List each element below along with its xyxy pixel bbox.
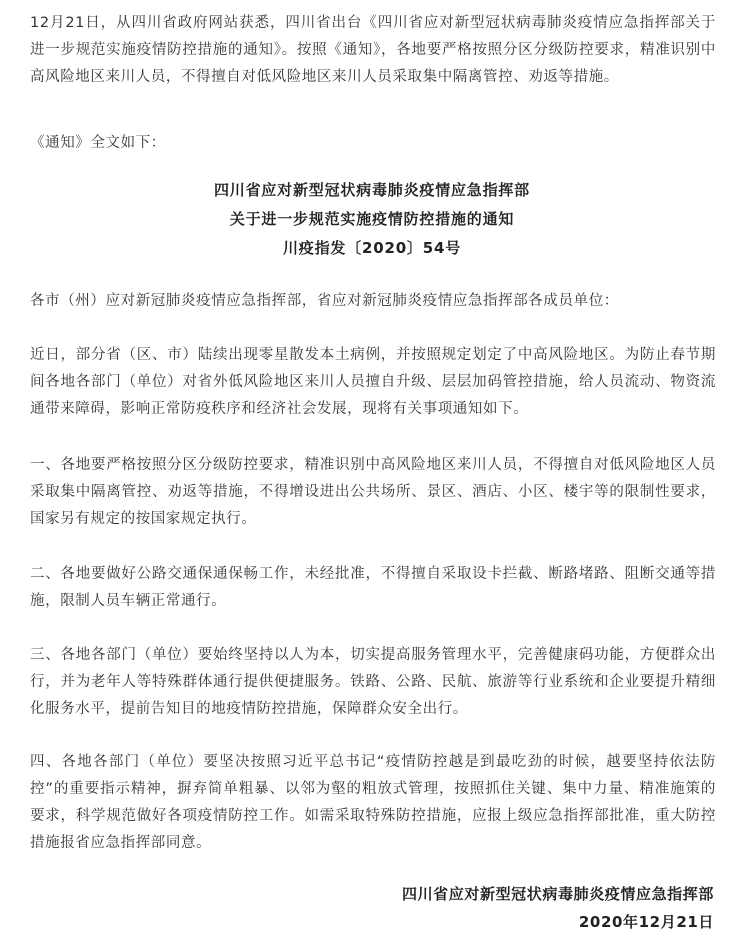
signature-block xyxy=(402,880,714,936)
signature-org: 四川省应对新型冠状病毒肺炎疫情应急指挥部 xyxy=(401,885,714,903)
item-two: 二、各地要做好公路交通保通保畅工作，未经批准，不得擅自采取设卡拦截、断路堵路、阻断交通等措施，限制人员车辆正常通行。 xyxy=(30,566,716,609)
salutation: 各市（州）应对新冠肺炎疫情应急指挥部，省应对新冠肺炎疫情应急指挥部各成员单位： xyxy=(30,293,619,309)
item-four: 四、各地各部门（单位）要坚决按照习近平总书记“疫情防控越是到最吃劲的时候，越要坚持依法防控”的重要指示精神，摒弃简单粗暴、以邻为壑的粗放式管理，按照抓住关键、集中力量、精准施策的要求，科学规范做好各项疫情防控工作。如需采取特殊防控措施，应报上级应急指挥部批准，重大防控措施报省应急指挥部同意。 xyxy=(30,754,716,851)
intro-paragraph: 12月21日，从四川省政府网站获悉，四川省出台《四川省应对新型冠状病毒肺炎疫情应急指挥部关于进一步规范实施疫情防控措施的通知》。按照《通知》，各地要严格按照分区分级防控要求，精准识别中高风险地区来川人员，不得擅自对低风险地区来川人员采取集中隔离管控、劝返等措施。 xyxy=(30,15,716,85)
item-three: 三、各地各部门（单位）要始终坚持以人为本，切实提高服务管理水平，完善健康码功能，方便群众出行，并为老年人等特殊群体通行提供便捷服务。铁路、公路、民航、旅游等行业系统和企业要提升精细化服务水平，提前告知目的地疫情防控措施，保障群众安全出行。 xyxy=(30,647,716,717)
item-one: 一、各地要严格按照分区分级防控要求，精准识别中高风险地区来川人员，不得擅自对低风险地区人员采取集中隔离管控、劝返等措施，不得增设进出公共场所、景区、酒店、小区、楼宇等的限制性要求，国家另有规定的按国家规定执行。 xyxy=(30,457,716,527)
heading-org-line: 四川省应对新型冠状病毒肺炎疫情应急指挥部 xyxy=(213,181,530,199)
body-intro-paragraph: 近日，部分省（区、市）陆续出现零星散发本土病例，并按照规定划定了中高风险地区。为防止春节期间各地各部门（单位）对省外低风险地区来川人员擅自升级、层层加码管控措施，给人员流动、物资流通带来障碍，影响正常防疫秩序和经济社会发展，现将有关事项通知如下。 xyxy=(30,347,716,417)
fulltext-label: 《通知》全文如下： xyxy=(30,135,166,151)
notice-heading xyxy=(0,176,744,263)
heading-title-line: 关于进一步规范实施疫情防控措施的通知 xyxy=(229,210,515,228)
heading-doc-number: 川疫指发〔2020〕54号 xyxy=(282,239,462,257)
signature-date: 2020年12月21日 xyxy=(578,913,714,931)
